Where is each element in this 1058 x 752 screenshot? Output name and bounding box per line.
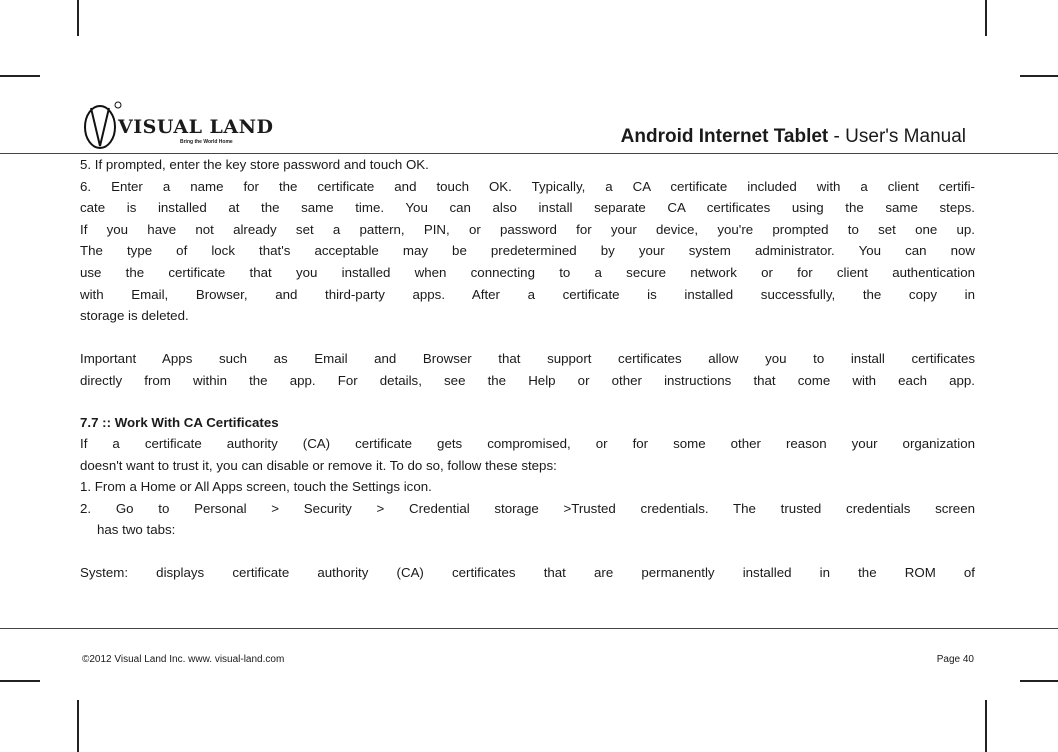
logo-text: VISUAL LAND (118, 116, 274, 138)
section-heading: 7.7 :: Work With CA Certificates (80, 415, 279, 430)
body-line: 5. If prompted, enter the key store password and touch OK. (80, 157, 429, 172)
crop-mark (77, 0, 79, 36)
page-header-title (621, 126, 966, 148)
body-line: use the certificate that you installed when connecting to a secure network or for client authentication (80, 265, 975, 280)
crop-mark (985, 0, 987, 36)
body-line: 6. Enter a name for the certificate and touch OK. Typically, a CA certificate included with a client certifi- (80, 179, 975, 194)
body-line: The type of lock that's acceptable may be predetermined by your system administrator. You can now (80, 243, 975, 258)
page-number: Page 40 (936, 654, 974, 665)
crop-mark (985, 700, 987, 752)
body-line: directly from within the app. For details, see the Help or other instructions that come with each app. (80, 373, 975, 388)
crop-mark (1020, 75, 1058, 77)
body-line: 2. Go to Personal > Security > Credential storage >Trusted credentials. The trusted credentials screen (80, 501, 975, 516)
footer-rule (0, 628, 1058, 629)
footer-copyright: ©2012 Visual Land Inc. www. visual-land.com (82, 654, 285, 665)
body-line: Important Apps such as Email and Browser that support certificates allow you to install certificates (80, 351, 975, 366)
body-line: System: displays certificate authority (CA) certificates that are permanently installed in the ROM of (80, 565, 975, 580)
title-bold: Android Internet Tablet (620, 126, 829, 147)
body-line: storage is deleted. (80, 308, 189, 323)
visual-land-logo (82, 100, 312, 150)
body-line: doesn't want to trust it, you can disable or remove it. To do so, follow these steps: (80, 458, 557, 473)
body-line: If you have not already set a pattern, PIN, or password for your device, you're prompted to set one up. (80, 222, 975, 237)
body-line: with Email, Browser, and third-party apps. After a certificate is installed successfully, the copy in (80, 287, 975, 302)
header-rule (0, 153, 1058, 154)
crop-mark (1020, 680, 1058, 682)
logo-tagline: Bring the World Home (180, 139, 233, 145)
crop-mark (77, 700, 79, 752)
body-line: has two tabs: (97, 522, 176, 537)
crop-mark (0, 75, 40, 77)
logo-v-emblem-icon (82, 100, 122, 150)
crop-mark (0, 680, 40, 682)
title-rest: - User's Manual (828, 126, 966, 147)
body-line: cate is installed at the same time. You can also install separate CA certificates using the same steps. (80, 200, 975, 215)
body-line: If a certificate authority (CA) certificate gets compromised, or for some other reason your organization (80, 436, 975, 451)
body-line: 1. From a Home or All Apps screen, touch the Settings icon. (80, 479, 432, 494)
